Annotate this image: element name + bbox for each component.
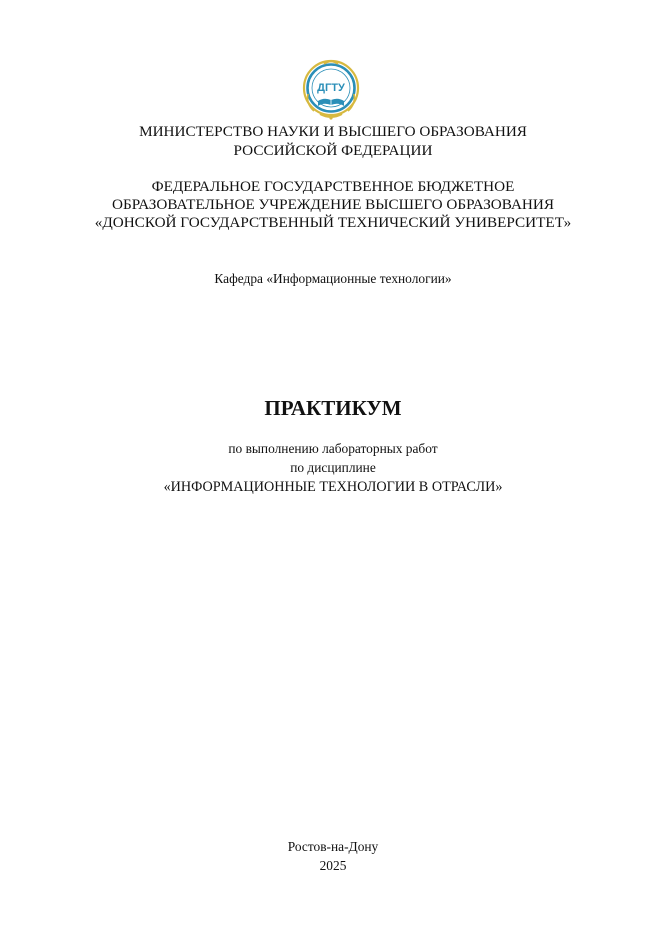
logo-text: ДГТУ — [317, 82, 345, 94]
ministry-line-1: МИНИСТЕРСТВО НАУКИ И ВЫСШЕГО ОБРАЗОВАНИЯ — [139, 123, 527, 140]
university-line-1: ФЕДЕРАЛЬНОЕ ГОСУДАРСТВЕННОЕ БЮДЖЕТНОЕ — [151, 178, 515, 195]
year: 2025 — [319, 858, 347, 873]
ministry-line-2: РОССИЙСКОЙ ФЕДЕРАЦИИ — [233, 142, 433, 159]
university-line-2: ОБРАЗОВАТЕЛЬНОЕ УЧРЕЖДЕНИЕ ВЫСШЕГО ОБРАЗОВАНИЯ — [112, 196, 554, 213]
discipline-name: «ИНФОРМАЦИОННЫЕ ТЕХНОЛОГИИ В ОТРАСЛИ» — [163, 479, 503, 495]
university-logo — [300, 58, 362, 124]
subtitle-line-2: по дисциплине — [290, 460, 376, 475]
subtitle-line-1: по выполнению лабораторных работ — [228, 441, 438, 456]
city: Ростов-на-Дону — [287, 839, 379, 854]
department-name: Кафедра «Информационные технологии» — [214, 271, 452, 286]
university-line-3: «ДОНСКОЙ ГОСУДАРСТВЕННЫЙ ТЕХНИЧЕСКИЙ УНИВЕРСИТЕТ» — [94, 214, 572, 231]
document-title: ПРАКТИКУМ — [264, 396, 402, 420]
